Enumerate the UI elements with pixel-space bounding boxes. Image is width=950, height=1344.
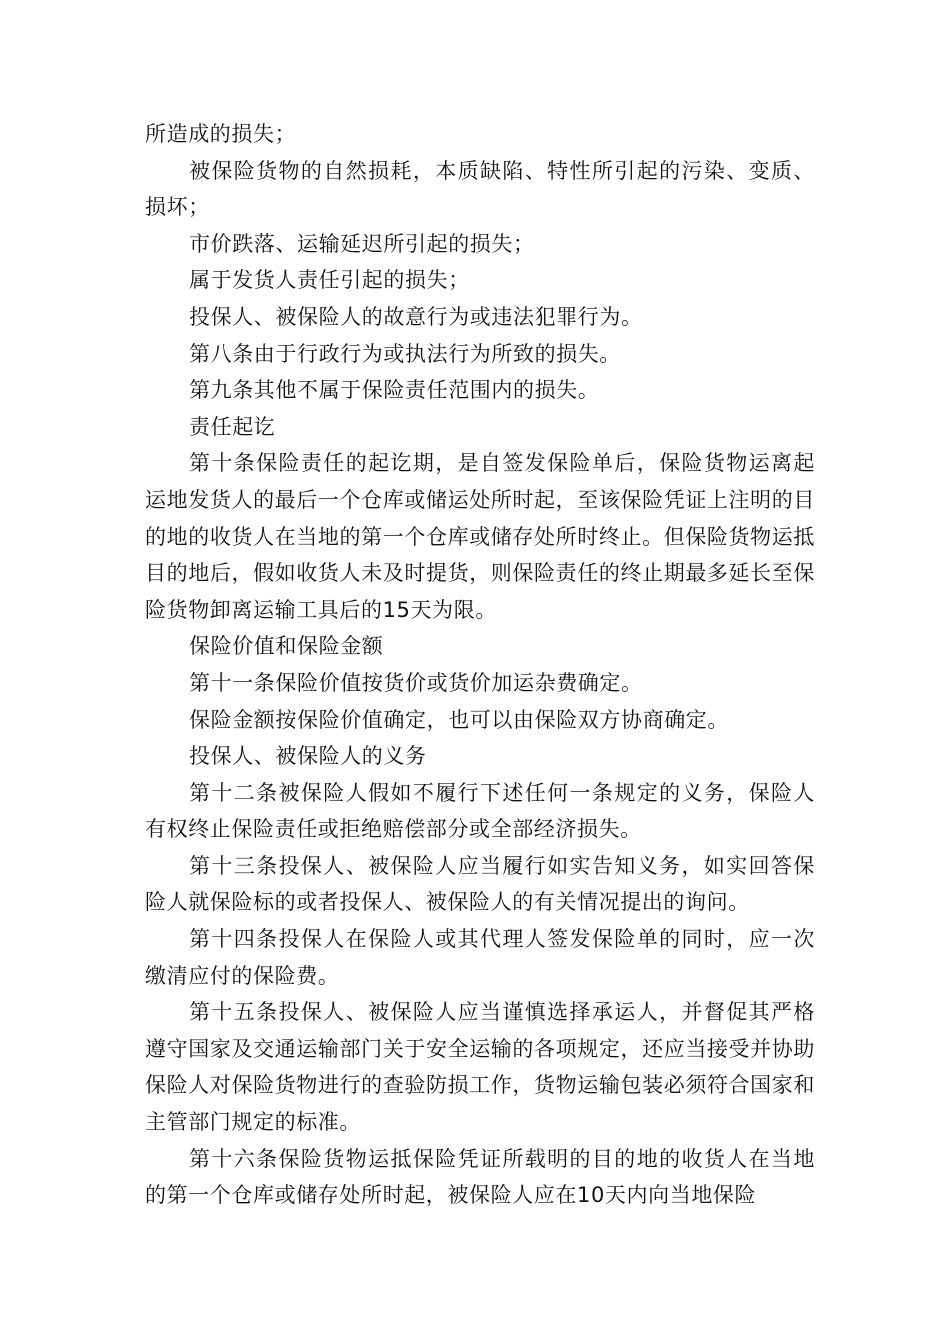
paragraph: 第十六条保险货物运抵保险凭证所载明的目的地的收货人在当地的第一个仓库或储存处所时起，被保险人应在10天内向当地保险	[145, 1146, 815, 1208]
paragraph: 第十三条投保人、被保险人应当履行如实告知义务，如实回答保险人就保险标的或者投保人、被保险人的有关情况提出的询问。	[145, 853, 815, 915]
paragraph: 第八条由于行政行为或执法行为所致的损失。	[189, 341, 621, 366]
paragraph: 投保人、被保险人的故意行为或违法犯罪行为。	[189, 304, 643, 329]
paragraph: 责任起讫	[189, 414, 276, 439]
paragraph: 保险金额按保险价值确定，也可以由保险双方协商确定。	[189, 707, 729, 732]
paragraph: 第十条保险责任的起讫期，是自签发保险单后，保险货物运离起运地发货人的最后一个仓库或储运处所时起，至该保险凭证上注明的目的地的收货人在当地的第一个仓库或储存处所时终止。但保险货物运抵目的地后，假如收货人未及时提货，则保险责任的终止期最多延长至保险货物卸离运输工具后的15天为限。	[145, 451, 815, 622]
paragraph: 投保人、被保险人的义务	[189, 744, 427, 769]
paragraph: 第九条其他不属于保险责任范围内的损失。	[189, 378, 600, 403]
paragraph: 第十一条保险价值按货价或货价加运杂费确定。	[189, 670, 643, 695]
paragraph: 市价跌落、运输延迟所引起的损失；	[189, 231, 535, 256]
paragraph: 被保险货物的自然损耗，本质缺陷、特性所引起的污染、变质、损坏；	[145, 158, 815, 220]
paragraph: 保险价值和保险金额	[189, 634, 384, 659]
paragraph: 所造成的损失；	[145, 122, 297, 146]
paragraph: 第十四条投保人在保险人或其代理人签发保险单的同时，应一次缴清应付的保险费。	[145, 927, 815, 988]
paragraph: 第十二条被保险人假如不履行下述任何一条规定的义务，保险人有权终止保险责任或拒绝赔偿部分或全部经济损失。	[145, 780, 815, 842]
paragraph: 属于发货人责任引起的损失；	[189, 268, 470, 293]
document-body	[145, 116, 815, 1214]
paragraph: 第十五条投保人、被保险人应当谨慎选择承运人，并督促其严格遵守国家及交通运输部门关于安全运输的各项规定，还应当接受并协助保险人对保险货物进行的查验防损工作，货物运输包装必须符合国家和主管部门规定的标准。	[145, 1000, 815, 1135]
